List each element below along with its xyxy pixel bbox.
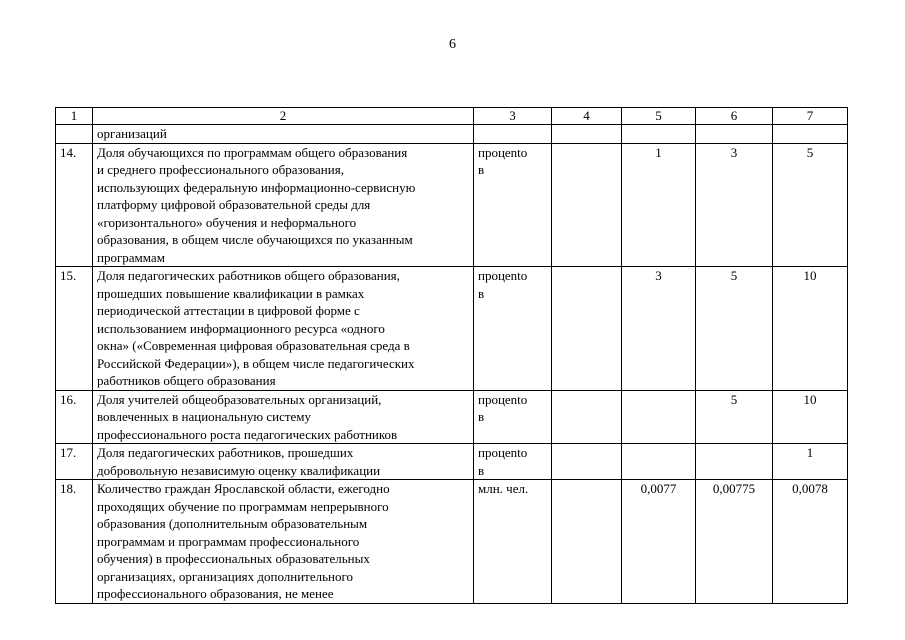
- value-cell: [622, 125, 696, 144]
- description-cell: [93, 390, 474, 444]
- page-number: 6: [449, 37, 456, 52]
- table-row: [56, 444, 848, 480]
- value-cell: 3: [696, 143, 773, 267]
- table-body: [56, 143, 848, 603]
- description-line: профессионального образования, не менее: [97, 586, 334, 601]
- description-cell: [93, 143, 474, 267]
- unit-line: в: [478, 162, 485, 177]
- description-line: образования (дополнительным образовательным: [97, 516, 368, 531]
- description-line: окна» («Современная цифровая образовательная среда в: [97, 338, 410, 353]
- unit-line: в: [478, 285, 485, 301]
- description-cell: [93, 480, 474, 604]
- value-cell: 10: [773, 267, 848, 391]
- description-line: обучения) в профессиональных образовательных: [97, 551, 370, 566]
- row-number-cell: 17.: [56, 444, 93, 480]
- value-cell: [552, 480, 622, 604]
- value-cell: [552, 125, 622, 144]
- unit-cell: [474, 125, 552, 144]
- continuation-row: [56, 125, 848, 144]
- unit-cell: [474, 480, 552, 604]
- description-line: добровольную независимую оценку квалификации: [97, 462, 381, 478]
- unit-line: процento: [478, 391, 528, 407]
- value-cell: [696, 125, 773, 144]
- description-line: платформу цифровой образовательной среды для: [97, 197, 371, 212]
- description-line: Российской Федерации»), в общем числе педагогических: [97, 355, 415, 371]
- header-cell: 3: [474, 108, 552, 125]
- value-cell: [622, 444, 696, 480]
- description-line: «горизонтального» обучения и неформального: [97, 214, 357, 230]
- value-cell: 3: [622, 267, 696, 391]
- description-line: Доля педагогических работников общего образования,: [97, 268, 400, 283]
- description-line: организациях, организациях дополнительного: [97, 568, 354, 584]
- description-line: Количество граждан Ярославской области, ежегодно: [97, 481, 390, 496]
- value-cell: 0,0077: [622, 480, 696, 604]
- value-cell: 1: [773, 444, 848, 480]
- indicators-table: [55, 107, 848, 604]
- header-cell: 2: [93, 108, 474, 125]
- value-cell: 10: [773, 390, 848, 444]
- row-number-cell: 15.: [56, 267, 93, 391]
- description-cell: организаций: [93, 125, 474, 144]
- value-cell: 5: [773, 143, 848, 267]
- unit-line: в: [478, 462, 485, 478]
- value-cell: [552, 390, 622, 444]
- description-line: Доля учителей общеобразовательных организаций,: [97, 391, 382, 407]
- table-row: [56, 267, 848, 391]
- table-row: [56, 390, 848, 444]
- unit-line: млн. чел.: [478, 481, 529, 496]
- unit-line: процento: [478, 268, 528, 283]
- description-line: профессионального роста педагогических работников: [97, 426, 398, 442]
- description-line: использованием информационного ресурса «одного: [97, 320, 385, 336]
- table-row: [56, 143, 848, 267]
- unit-cell: [474, 444, 552, 480]
- value-cell: [696, 444, 773, 480]
- row-number-cell: 14.: [56, 143, 93, 267]
- description-line: образования, в общем числе обучающихся по указанным: [97, 232, 413, 247]
- value-cell: [622, 390, 696, 444]
- description-line: вовлеченных в национальную систему: [97, 409, 312, 424]
- value-cell: 5: [696, 390, 773, 444]
- description-line: и среднего профессионального образования,: [97, 162, 344, 177]
- value-cell: 1: [622, 143, 696, 267]
- unit-line: процento: [478, 445, 528, 460]
- description-line: проходящих обучение по программам непрерывного: [97, 498, 389, 514]
- value-cell: [552, 267, 622, 391]
- description-line: прошедших повышение квалификации в рамках: [97, 285, 365, 301]
- unit-line: процento: [478, 144, 528, 160]
- header-cell: 1: [56, 108, 93, 125]
- number-cell: [56, 125, 93, 144]
- header-cell: 5: [622, 108, 696, 125]
- value-cell: 5: [696, 267, 773, 391]
- description-line: периодической аттестации в цифровой форме с: [97, 303, 360, 318]
- header-row: [56, 108, 848, 125]
- value-cell: [773, 125, 848, 144]
- description-line: Доля педагогических работников, прошедших: [97, 445, 354, 460]
- unit-cell: [474, 143, 552, 267]
- description-cell: [93, 267, 474, 391]
- description-line: использующих федеральную информационно-сервисную: [97, 179, 416, 195]
- row-number-cell: 18.: [56, 480, 93, 604]
- description-line: программам и программам профессионального: [97, 533, 360, 549]
- unit-line: в: [478, 409, 485, 424]
- value-cell: 0,00775: [696, 480, 773, 604]
- value-cell: 0,0078: [773, 480, 848, 604]
- value-cell: [552, 143, 622, 267]
- description-line: Доля обучающихся по программам общего образования: [97, 144, 408, 160]
- unit-cell: [474, 267, 552, 391]
- unit-cell: [474, 390, 552, 444]
- description-cell: [93, 444, 474, 480]
- header-cell: 6: [696, 108, 773, 125]
- header-cell: 4: [552, 108, 622, 125]
- value-cell: [552, 444, 622, 480]
- table-row: [56, 480, 848, 604]
- header-cell: 7: [773, 108, 848, 125]
- row-number-cell: 16.: [56, 390, 93, 444]
- description-line: работников общего образования: [97, 373, 276, 388]
- description-line: программам: [97, 249, 165, 265]
